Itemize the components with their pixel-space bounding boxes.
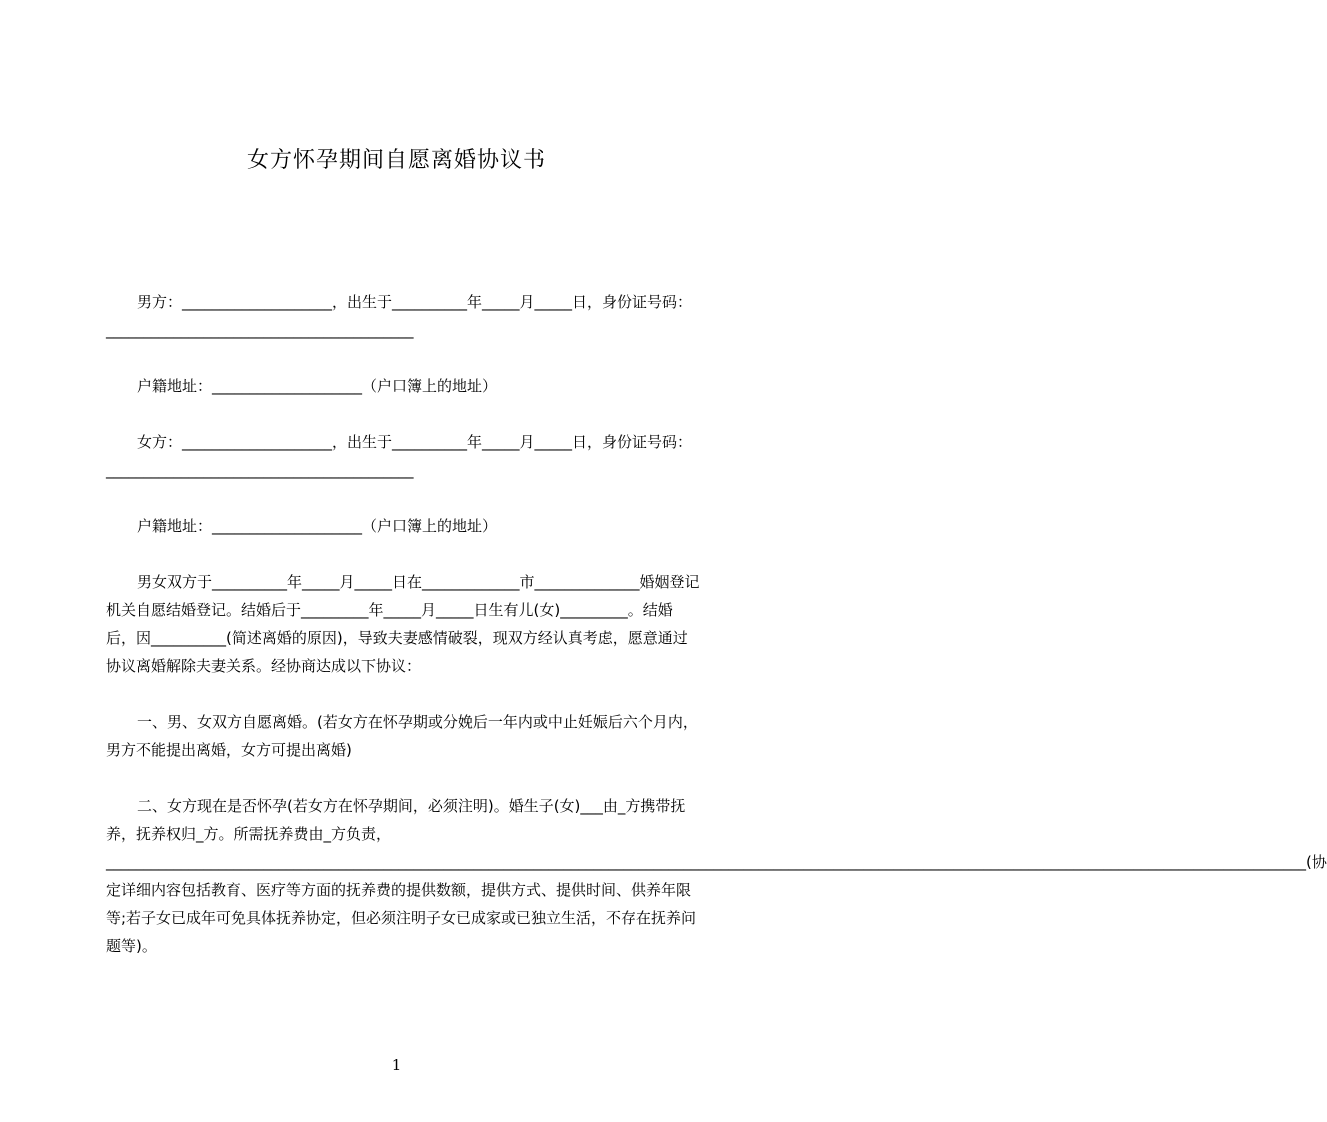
document-title: 女方怀孕期间自愿离婚协议书 xyxy=(246,148,546,173)
clause-2-paragraph: 二、女方现在是否怀孕(若女方在怀孕期间，必须注明)。婚生子(女)___由_方携带抚养，抚养权归_方。所需抚养费由_方负责，________________________________________________________________________________________________________________________________________________________________(协定详细内容包括教育、医疗等方面的抚养费的提供数额，提供方式、提供时间、供养年限等;若子女已成年可免具体抚养协定，但必须注明子女已成家或已独立生活，不存在抚养问题等)。 xyxy=(106,797,1327,955)
male-address-paragraph: 户籍地址：____________________（户口簿上的地址） xyxy=(137,377,498,395)
marriage-paragraph: 男女双方于__________年_____月_____日在_____________市______________婚姻登记机关自愿结婚登记。结婚后于_________年_____月_____日生有儿(女)_________。结婚后，因__________(简述离婚的原因)，导致夫妻感情破裂，现双方经认真考虑，愿意通过协议离婚解除夫妻关系。经协商达成以下协议： xyxy=(106,573,700,675)
male-info-paragraph: 男方：____________________，出生于__________年_____月_____日，身份证号码：_________________________________________ xyxy=(106,293,693,339)
document-body xyxy=(106,288,1327,960)
female-address-paragraph: 户籍地址：____________________（户口簿上的地址） xyxy=(137,517,498,535)
page-number: 1 xyxy=(391,1056,402,1074)
clause-1-paragraph: 一、男、女双方自愿离婚。(若女方在怀孕期或分娩后一年内或中止妊娠后六个月内，男方不能提出离婚，女方可提出离婚) xyxy=(106,713,698,759)
female-info-paragraph: 女方：____________________，出生于__________年_____月_____日，身份证号码：_________________________________________ xyxy=(106,433,693,479)
